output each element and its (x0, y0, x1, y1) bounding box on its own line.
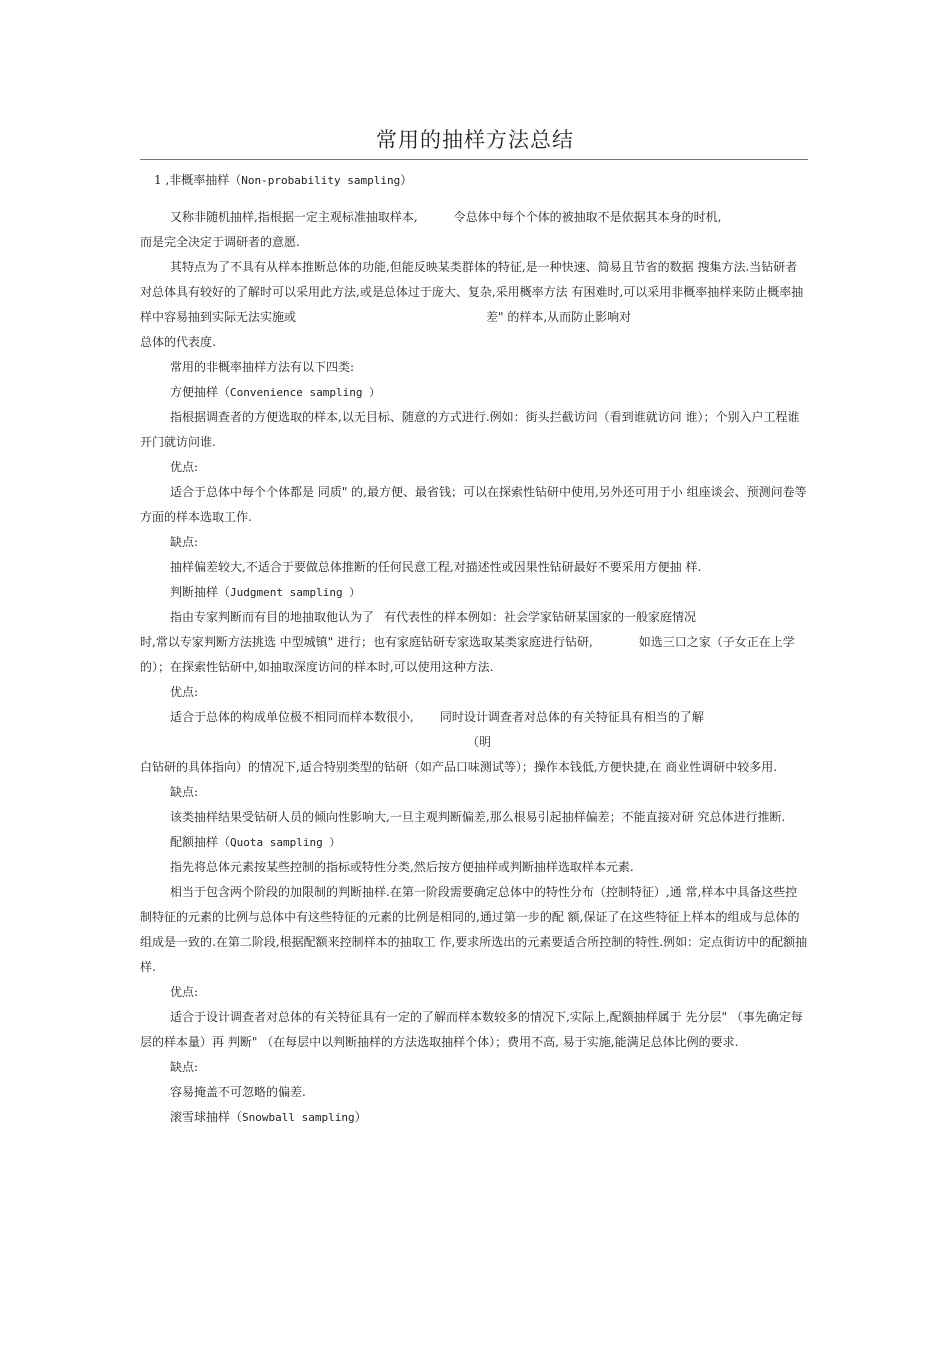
quota-description-1: 指先将总体元素按某些控制的指标或特性分类,然后按方便抽样或判断抽样选取样本元素. (170, 860, 634, 874)
features-part-1: 其特点为了不具有从样本推断总体的功能,但能反映某类群体的特征,是一种快速、简易且节省的数据 搜集方法.当钻研者对总体具有较好的了解时可以采用此方法,或是总体过于庞大、复杂,采用概率方法 有困难时,可以采用非概率抽样来防止概率抽样中容易抽到实际无法实施或 (140, 260, 804, 324)
features-paragraph (140, 255, 808, 330)
section-heading-english: Non-probability sampling (241, 174, 401, 187)
method-name: 判断抽样（ (170, 585, 231, 599)
features-part-2: 差" 的样本,从而防止影响对 (486, 310, 632, 324)
section-heading-nonprobability (140, 168, 808, 193)
judgment-description-cont (140, 630, 808, 680)
method-heading-quota (140, 830, 808, 855)
document-title: 常用的抽样方法总结 (376, 128, 574, 152)
judgment-advantages-label: 优点: (170, 685, 199, 699)
definition-paragraph-cont: 而是完全决定于调研者的意愿. (140, 235, 300, 249)
method-close: ） (354, 1110, 367, 1124)
convenience-description: 指根据调查者的方便选取的样本,以无目标、随意的方式进行.例如：街头拦截访问（看到谁就访问 谁）；个别入户工程谁开门就访问谁. (140, 410, 800, 449)
quota-advantages-label: 优点: (170, 985, 199, 999)
definition-part-2: 令总体中每个个体的被抽取不是依据其本身的时机, (453, 210, 722, 224)
method-name: 方便抽样（ (170, 385, 231, 399)
judgment-disadvantages-label: 缺点: (170, 785, 199, 799)
method-english: Convenience sampling (230, 386, 363, 399)
method-english: Snowball sampling (242, 1111, 355, 1124)
convenience-disadvantages-label: 缺点: (170, 535, 199, 549)
convenience-advantages: 适合于总体中每个个体都是 同质" 的,最方便、最省钱；可以在探索性钻研中使用,另外还可用于小 组座谈会、预测问卷等方面的样本选取工作. (140, 485, 807, 524)
method-heading-snowball (140, 1105, 808, 1130)
convenience-disadvantages: 抽样偏差较大,不适合于要做总体推断的任何民意工程,对描述性或因果性钻研最好不要采用方便抽 样. (170, 560, 702, 574)
judgment-adv-part-1: 适合于总体的构成单位极不相同而样本数很小, (170, 710, 414, 724)
judgment-desc-part-2: 有代表性的样本例如：社会学家钻研某国家的一般家庭情况 (384, 610, 697, 624)
method-english: Quota sampling (230, 836, 323, 849)
method-name: 配额抽样（ (170, 835, 231, 849)
quota-disadvantages-label: 缺点: (170, 1060, 199, 1074)
section-heading-suffix: ） (400, 173, 413, 187)
method-close: ） (362, 386, 381, 399)
judgment-advantages-cont: 白钻研的具体指向）的情况下,适合特别类型的钻研（如产品口味测试等）；操作本钱低,方便快捷,在 商业性调研中较多用. (140, 760, 778, 774)
quota-description-2: 相当于包含两个阶段的加限制的判断抽样.在第一阶段需要确定总体中的特性分布（控制特征）,通 常,样本中具备这些控制特征的元素的比例与总体中有这些特征的元素的比例是相同的,通过第一步的配 额,保证了在这些特征上样本的组成与总体的组成是一致的.在第二阶段,根据配额来控制样本的抽取工 作,要求所选出的元素要适合所控制的特性.例如：定点街访中的配额抽样. (140, 885, 808, 974)
method-close: ） (322, 836, 341, 849)
quota-disadvantages: 容易掩盖不可忽略的偏差. (170, 1085, 306, 1099)
quota-advantages: 适合于设计调查者对总体的有关特征具有一定的了解而样本数较多的情况下,实际上,配额抽样属于 先分层" （事先确定每层的样本量）再 判断" （在每层中以判断抽样的方法选取抽样个体）；费用不高, 易于实施,能满足总体比例的要求. (140, 1010, 803, 1049)
document-body (140, 168, 808, 1130)
method-english: Judgment sampling (230, 586, 343, 599)
judgment-adv-part-2: 同时设计调查者对总体的有关特征具有相当的了解 (439, 710, 704, 724)
judgment-advantages (140, 705, 808, 730)
definition-paragraph (140, 205, 808, 230)
judgment-desc-part-3: 时,常以专家判断方法挑选 中型城镇" 进行；也有家庭钻研专家选取某类家庭进行钻研, (140, 635, 593, 649)
judgment-desc-part-4: 如选三口之家（子女正在上学的）；在探索性钻研中,如抽取深度访问的样本时,可以使用这种方法. (140, 635, 795, 674)
method-name: 滚雪球抽样（ (170, 1110, 243, 1124)
title-divider (140, 159, 808, 160)
judgment-disadvantages: 该类抽样结果受钻研人员的倾向性影响大,一旦主观判断偏差,那么根易引起抽样偏差；不能直接对研 究总体进行推断. (170, 810, 786, 824)
judgment-desc-part-1: 指由专家判断而有目的地抽取他认为了 (170, 610, 375, 624)
definition-part-1: 又称非随机抽样,指根据一定主观标准抽取样本, (170, 210, 418, 224)
features-paragraph-cont: 总体的代表度. (140, 335, 216, 349)
method-heading-convenience (140, 380, 808, 405)
judgment-advantages-paren: （明 (466, 735, 491, 749)
method-close: ） (342, 586, 361, 599)
section-heading-prefix: 1 ,非概率抽样（ (154, 173, 242, 187)
judgment-description (140, 605, 808, 630)
methods-intro: 常用的非概率抽样方法有以下四类: (170, 360, 355, 374)
method-heading-judgment (140, 580, 808, 605)
convenience-advantages-label: 优点: (170, 460, 199, 474)
